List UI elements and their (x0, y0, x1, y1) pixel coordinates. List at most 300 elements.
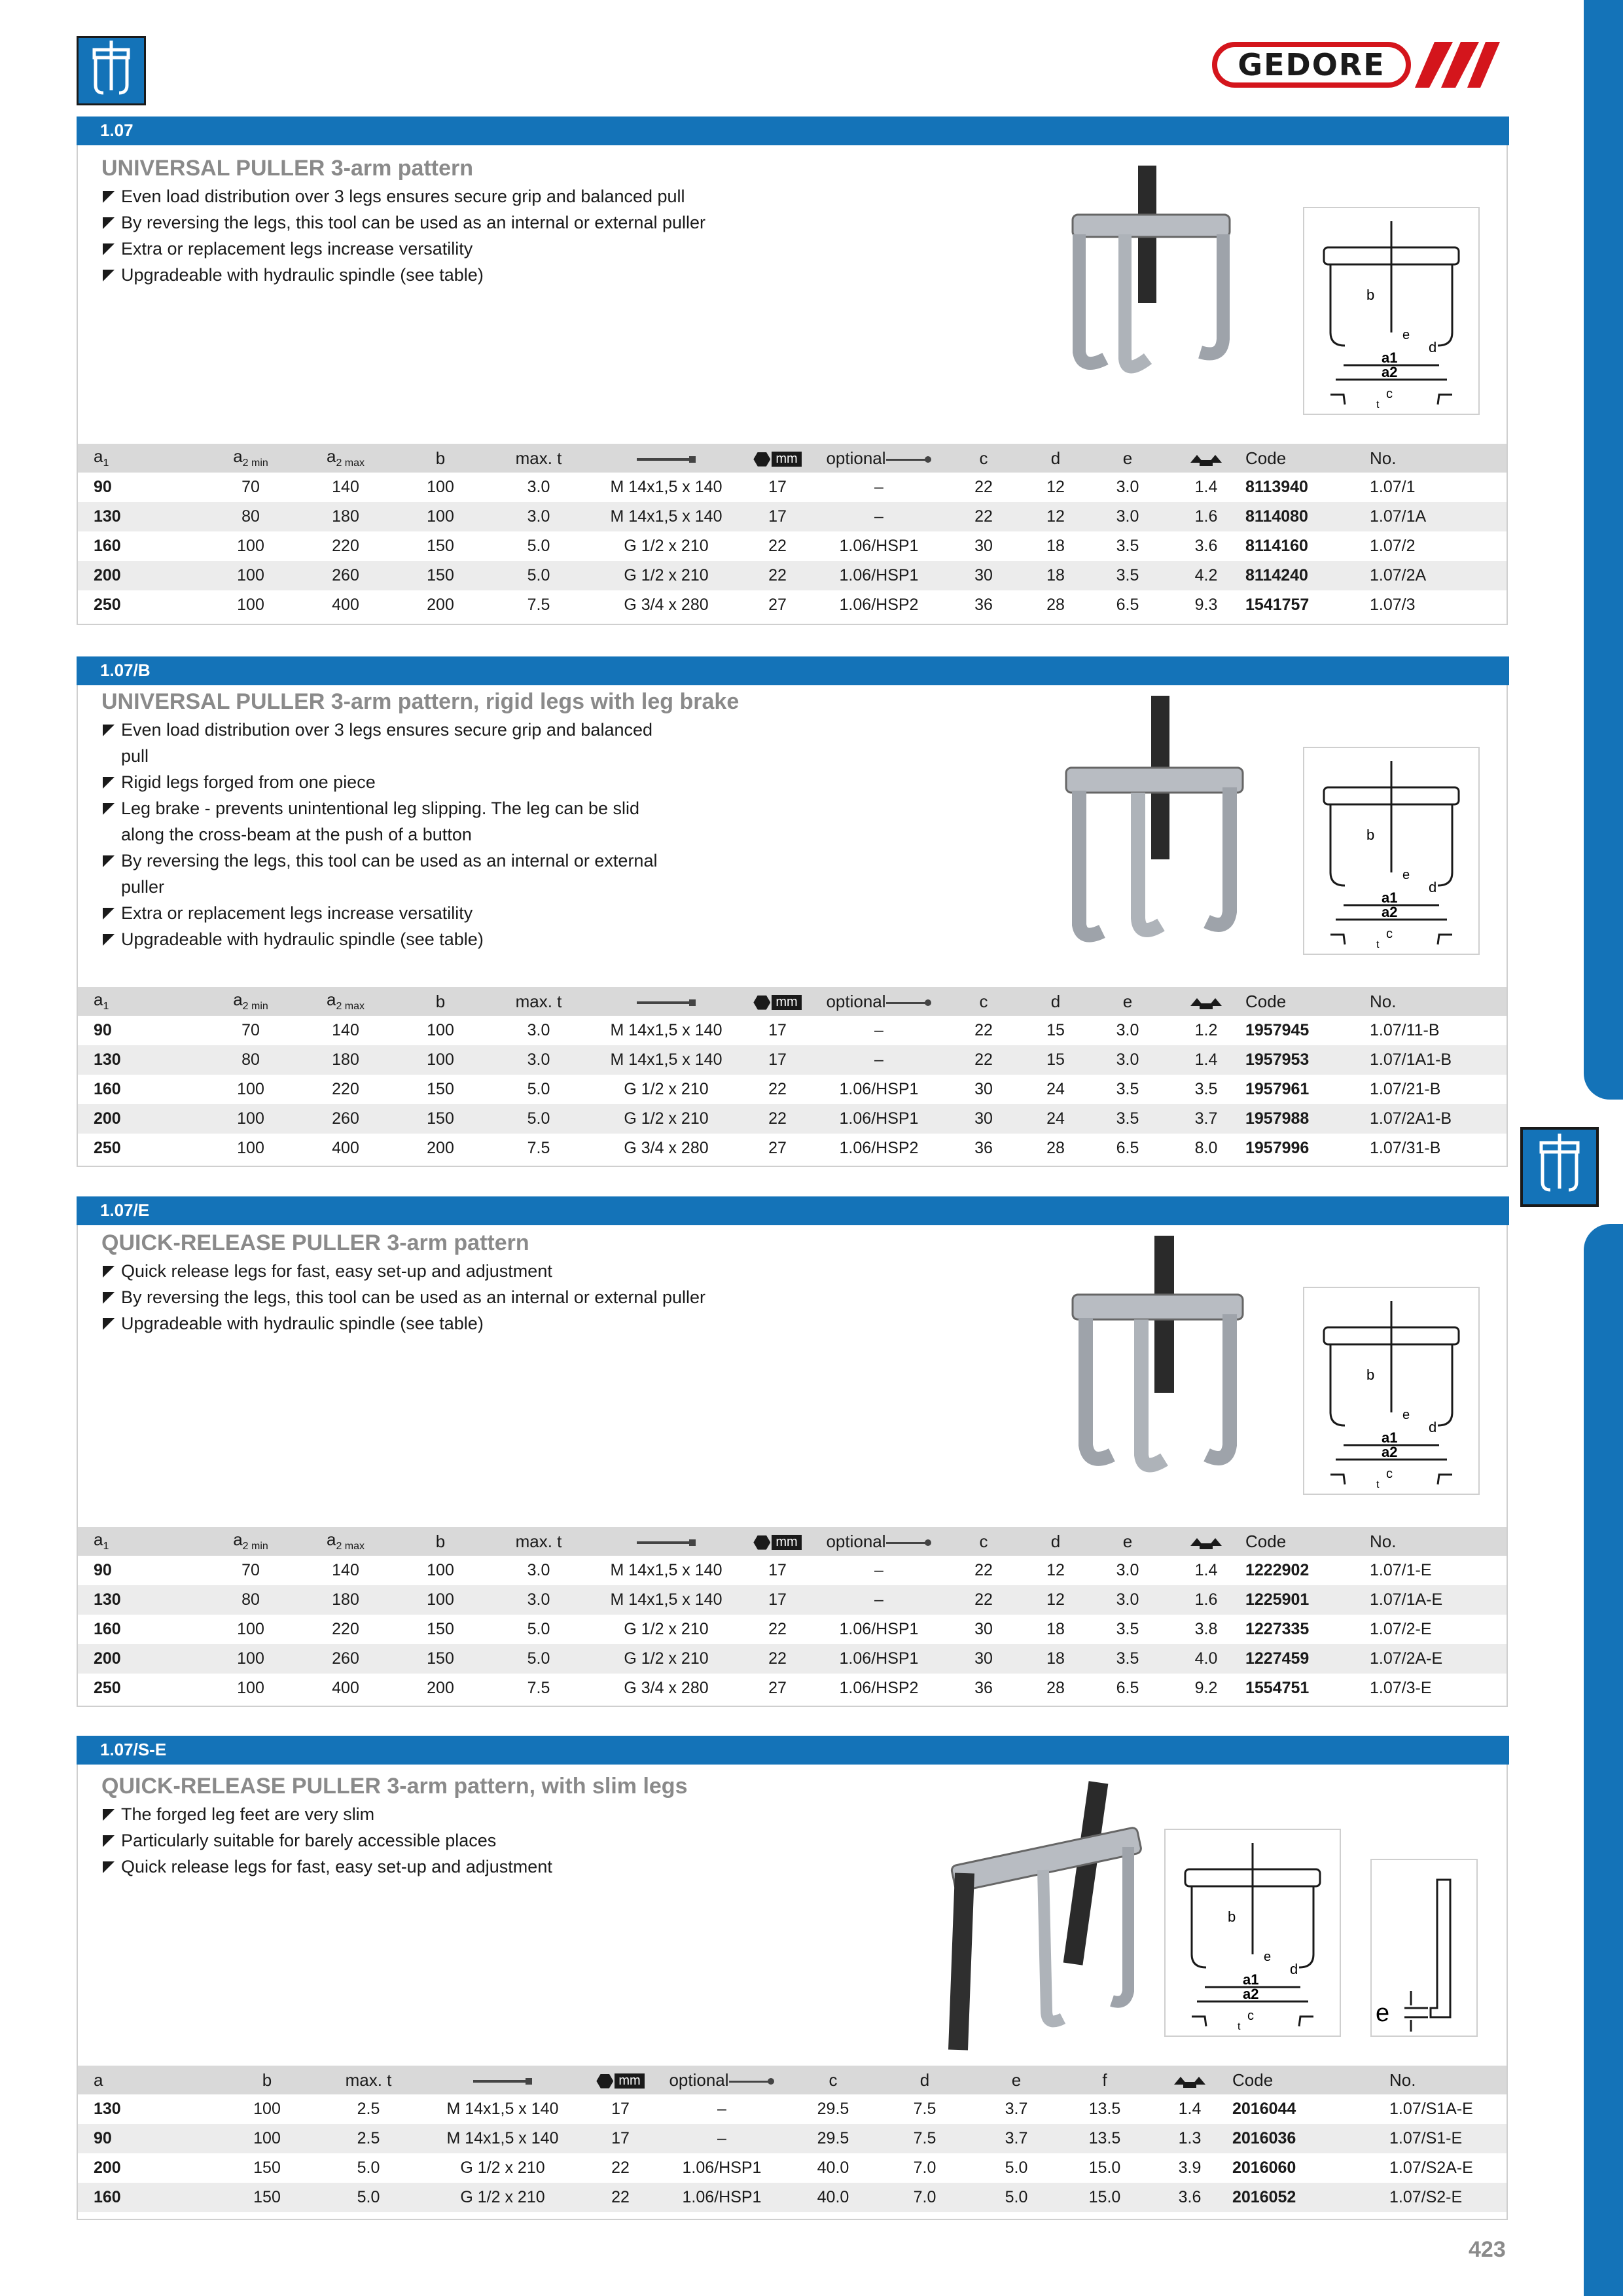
cell: 200 (94, 2159, 121, 2177)
cell: 7.5 (527, 596, 550, 614)
cell: 22 (974, 1021, 993, 1039)
cell: 4.0 (1167, 1644, 1245, 1674)
cell: 100 (395, 1045, 486, 1075)
scale-weight-icon (1188, 1535, 1224, 1550)
cell: 1.07/2A-E (1370, 1644, 1507, 1674)
cell: 1554751 (1245, 1679, 1310, 1697)
spindle-icon (637, 999, 696, 1006)
cell: 22 (974, 478, 993, 496)
cell: 1.6 (1167, 1585, 1245, 1615)
cell: 24 (1023, 1104, 1088, 1134)
feature-item: Even load distribution over 3 legs ensures secure grip and balanced pull (101, 183, 705, 209)
label-c: c (1386, 1467, 1393, 1481)
cell: 260 (296, 561, 395, 590)
cell: 260 (296, 1104, 395, 1134)
dimension-drawing (1303, 1287, 1480, 1495)
product-section-1-07-e (77, 1196, 1508, 1707)
puller-photo (1027, 689, 1289, 951)
cell: 1227335 (1245, 1620, 1310, 1638)
table-row (78, 1104, 1507, 1134)
cell: 8114240 (1245, 561, 1370, 590)
cell: 8114160 (1245, 537, 1308, 555)
cell: 1541757 (1245, 596, 1310, 614)
feature-item: By reversing the legs, this tool can be used as an internal or external puller (101, 1284, 705, 1310)
col-spindle (591, 987, 741, 1016)
table-row (78, 1615, 1507, 1644)
col-no: No. (1370, 1527, 1507, 1556)
cell: 3.5 (1088, 1644, 1167, 1674)
col-optional: optional (813, 444, 944, 473)
cell: 1.06/HSP1 (813, 1104, 944, 1134)
section-number: 1.07/E (100, 1200, 150, 1220)
section-number: 1.07/B (100, 660, 151, 680)
col-code: Code (1245, 1527, 1370, 1556)
cell: 3.5 (1116, 1080, 1139, 1098)
cell: 1.6 (1167, 502, 1245, 531)
scale-weight-icon (1188, 996, 1224, 1010)
table-row (78, 1644, 1507, 1674)
cell: 90 (94, 1021, 112, 1039)
label-d: d (1429, 1419, 1437, 1435)
cell: 7.5 (527, 1679, 550, 1697)
logo-text: GEDORE (1238, 47, 1385, 82)
col-weight (1167, 987, 1245, 1016)
cell: 28 (1046, 1139, 1065, 1157)
cell: 22 (768, 1620, 787, 1638)
cell: – (656, 2124, 787, 2153)
feature-list (101, 717, 677, 952)
cell: 3.9 (1178, 2159, 1202, 2177)
cell: 100 (395, 502, 486, 531)
cell: G 1/2 x 210 (624, 537, 709, 555)
scale-weight-icon (1188, 452, 1224, 467)
col-c: c (944, 444, 1023, 473)
cell: 36 (974, 596, 993, 614)
cell: G 3/4 x 280 (624, 1139, 709, 1157)
col-e: e (1088, 987, 1167, 1016)
col-a2min: $a_{2 min}$ (205, 444, 296, 473)
section-header-bar (77, 1196, 1509, 1225)
cell: 22 (944, 1045, 1023, 1075)
cell: – (874, 1021, 883, 1039)
feature-item: The forged leg feet are very slim (101, 1801, 552, 1827)
cell: 1.07/2A1-B (1370, 1104, 1507, 1134)
cell: 1.4 (1194, 1561, 1218, 1579)
cell: 12 (1023, 1585, 1088, 1615)
cell: 17 (768, 1021, 787, 1039)
cell: M 14x1,5 x 140 (610, 478, 722, 496)
cell: 40.0 (787, 2183, 879, 2212)
cell: 1.07/3-E (1370, 1679, 1432, 1697)
col-optional: optional (813, 987, 944, 1016)
label-b: b (1366, 287, 1375, 303)
col-spindle (421, 2066, 584, 2094)
cell: – (813, 502, 944, 531)
col-a2max: $a_{2 max}$ (296, 1527, 395, 1556)
col-wrench-size (741, 444, 813, 473)
mm-unit: mm (615, 2073, 644, 2089)
cell: 5.0 (316, 2183, 421, 2212)
cell: 160 (94, 1620, 121, 1638)
cell: 36 (974, 1679, 993, 1697)
cell: 1.07/1A1-B (1370, 1045, 1507, 1075)
col-a1: $a_1$ (78, 987, 205, 1016)
product-section-1-07-b (77, 656, 1508, 1167)
cell: 200 (427, 596, 454, 614)
cell: 7.5 (527, 1139, 550, 1157)
cell: 3.0 (527, 478, 550, 496)
cell: 18 (1023, 1644, 1088, 1674)
scale-weight-icon (1171, 2074, 1208, 2089)
col-code: Code (1245, 444, 1370, 473)
cell: 6.5 (1116, 1679, 1139, 1697)
cell: 150 (395, 561, 486, 590)
cell: 100 (427, 1021, 454, 1039)
cell: 28 (1046, 596, 1065, 614)
cell: 3.0 (1088, 1045, 1167, 1075)
feature-item: Upgradeable with hydraulic spindle (see table) (101, 926, 677, 952)
cell: 140 (332, 1561, 359, 1579)
cell: 1957945 (1245, 1021, 1310, 1039)
cell: 3.0 (527, 1561, 550, 1579)
page-number: 423 (1469, 2237, 1506, 2262)
cell: 3.6 (1194, 537, 1218, 555)
cell: 22 (768, 537, 787, 555)
cell: 22 (584, 2183, 656, 2212)
cell: 1.06/HSP1 (813, 561, 944, 590)
section-header-bar (77, 1736, 1509, 1765)
cell: 3.7 (1167, 1104, 1245, 1134)
feature-list (101, 183, 705, 288)
cell: 17 (741, 502, 813, 531)
section-header-bar (77, 656, 1509, 685)
cell: 28 (1046, 1679, 1065, 1697)
cell: 80 (205, 502, 296, 531)
cell: G 1/2 x 210 (591, 1104, 741, 1134)
col-d: d (1023, 1527, 1088, 1556)
cell: 80 (205, 1585, 296, 1615)
hydraulic-spindle-icon (729, 2078, 775, 2085)
table-row (78, 2183, 1507, 2212)
cell: 2.5 (316, 2124, 421, 2153)
cell: 22 (741, 561, 813, 590)
cell: 2016036 (1232, 2124, 1389, 2153)
logo-stripes (1415, 42, 1500, 88)
cell: M 14x1,5 x 140 (610, 1021, 722, 1039)
col-c: c (787, 2066, 879, 2094)
label-t: t (1376, 399, 1380, 410)
cell: 150 (427, 1080, 454, 1098)
cell: 22 (611, 2159, 630, 2177)
cell: G 1/2 x 210 (624, 1620, 709, 1638)
product-section-1-07 (77, 117, 1508, 625)
col-max-t: max. t (316, 2066, 421, 2094)
mm-unit: mm (772, 995, 801, 1010)
cell: 100 (218, 2124, 316, 2153)
col-spindle (591, 1527, 741, 1556)
col-code: Code (1245, 987, 1370, 1016)
cell: 17 (584, 2124, 656, 2153)
cell: 30 (974, 1620, 993, 1638)
cell: 3.7 (1005, 2100, 1028, 2118)
cell: 5.0 (527, 1080, 550, 1098)
cell: G 3/4 x 280 (624, 596, 709, 614)
col-optional: optional (813, 1527, 944, 1556)
cell: 3.5 (1116, 1620, 1139, 1638)
cell: 1957961 (1245, 1080, 1310, 1098)
cell: G 1/2 x 210 (624, 1080, 709, 1098)
section-header-bar (77, 117, 1509, 145)
cell: – (717, 2100, 726, 2118)
cell: 5.0 (1005, 2159, 1028, 2177)
cell: 200 (78, 1104, 205, 1134)
cell: 1.07/S1A-E (1389, 2100, 1473, 2118)
spec-table (78, 444, 1507, 620)
cell: 130 (78, 502, 205, 531)
cell: 27 (768, 1679, 787, 1697)
cell: 15 (1023, 1045, 1088, 1075)
cell: 1.07/21-B (1370, 1080, 1441, 1098)
label-a2: a2 (1382, 904, 1398, 920)
cell: 18 (1023, 561, 1088, 590)
col-max-t: max. t (486, 1527, 591, 1556)
cell: 2016052 (1232, 2183, 1389, 2212)
cell: 22 (768, 1080, 787, 1098)
cell: 29.5 (787, 2124, 879, 2153)
section-title: QUICK-RELEASE PULLER 3-arm pattern (101, 1230, 529, 1255)
col-c: c (944, 987, 1023, 1016)
cell: G 1/2 x 210 (421, 2183, 584, 2212)
cell: 100 (253, 2100, 281, 2118)
col-e: e (971, 2066, 1062, 2094)
col-e: e (1088, 444, 1167, 473)
cell: 22 (944, 502, 1023, 531)
label-b: b (1366, 1367, 1375, 1383)
feature-item: Leg brake - prevents unintentional leg slipping. The leg can be slid along the cross-beam at the push of a button (101, 795, 677, 848)
cell: 100 (205, 1644, 296, 1674)
cell: M 14x1,5 x 140 (591, 1585, 741, 1615)
col-wrench-size (741, 1527, 813, 1556)
label-c: c (1386, 927, 1393, 941)
leg-foot-drawing (1370, 1859, 1478, 2037)
cell: 3.5 (1116, 537, 1139, 555)
gedore-logo (1212, 39, 1500, 92)
cell: 180 (296, 1045, 395, 1075)
cell: 5.0 (486, 1644, 591, 1674)
hydraulic-spindle-icon (886, 999, 932, 1006)
cell: 100 (205, 561, 296, 590)
cell: – (874, 1561, 883, 1579)
table-row (78, 1585, 1507, 1615)
col-b: b (395, 444, 486, 473)
cell: 150 (395, 1104, 486, 1134)
cell: 13.5 (1062, 2124, 1147, 2153)
cell: 5.0 (486, 1104, 591, 1134)
cell: 5.0 (527, 537, 550, 555)
cell: 400 (332, 596, 359, 614)
section-number: 1.07 (100, 120, 134, 140)
col-b: b (218, 2066, 316, 2094)
side-tab-upper (1584, 0, 1623, 1100)
cell: 200 (78, 1644, 205, 1674)
label-c: c (1247, 2009, 1254, 2023)
cell: 260 (296, 1644, 395, 1674)
feature-list (101, 1258, 705, 1336)
cell: M 14x1,5 x 140 (591, 502, 741, 531)
section-number: 1.07/S-E (100, 1740, 167, 1759)
cell: 1.06/HSP1 (656, 2183, 787, 2212)
label-d: d (1429, 879, 1437, 895)
col-weight (1167, 1527, 1245, 1556)
cell: 12 (1023, 502, 1088, 531)
col-optional: optional (656, 2066, 787, 2094)
label-e: e (1402, 328, 1410, 342)
spindle-icon (637, 1539, 696, 1546)
cell: 1957988 (1245, 1104, 1370, 1134)
cell: 100 (427, 478, 454, 496)
col-a: a (78, 2066, 218, 2094)
col-no: No. (1389, 2066, 1507, 2094)
cell: 12 (1046, 1561, 1065, 1579)
cell: 250 (94, 1139, 121, 1157)
cell: 220 (332, 1620, 359, 1638)
cell: 40.0 (817, 2159, 849, 2177)
cell: 8114080 (1245, 502, 1370, 531)
dimension-drawing (1303, 747, 1480, 955)
cell: 7.0 (879, 2183, 971, 2212)
col-a2max: $a_{2 max}$ (296, 444, 395, 473)
table-row (78, 1075, 1507, 1104)
cell: 100 (427, 1561, 454, 1579)
cell: 150 (427, 537, 454, 555)
cell: 3.0 (1116, 478, 1139, 496)
cell: 150 (427, 1620, 454, 1638)
cell: 1.07/S2-E (1389, 2183, 1507, 2212)
cell: 150 (395, 1644, 486, 1674)
cell: G 1/2 x 210 (591, 561, 741, 590)
cell: 3.0 (527, 1021, 550, 1039)
col-f: f (1062, 2066, 1147, 2094)
cell: 150 (218, 2183, 316, 2212)
label-e: e (1402, 1408, 1410, 1422)
cell: 1.06/HSP1 (839, 537, 919, 555)
dimension-drawing (1303, 207, 1480, 415)
cell: 17 (741, 1045, 813, 1075)
cell: 7.5 (879, 2124, 971, 2153)
cell: 1957953 (1245, 1045, 1370, 1075)
product-section-1-07-s-e (77, 1736, 1508, 2220)
cell: 36 (974, 1139, 993, 1157)
label-a1: a1 (1243, 1971, 1259, 1988)
cell: 1.07/2-E (1370, 1620, 1432, 1638)
cell: 3.5 (1088, 1104, 1167, 1134)
cell: 1.06/HSP2 (839, 1139, 919, 1157)
table-row (78, 2094, 1507, 2124)
cell: 100 (237, 596, 264, 614)
cell: G 1/2 x 210 (591, 1644, 741, 1674)
cell: 6.5 (1116, 596, 1139, 614)
cell: M 14x1,5 x 140 (591, 1045, 741, 1075)
cell: 250 (94, 1679, 121, 1697)
cell: 5.0 (527, 1620, 550, 1638)
label-t: t (1238, 2021, 1241, 2032)
section-title: QUICK-RELEASE PULLER 3-arm pattern, with slim legs (101, 1774, 688, 1799)
feature-item: Rigid legs forged from one piece (101, 769, 677, 795)
cell: 30 (974, 1080, 993, 1098)
spec-table (78, 987, 1507, 1163)
cell: 250 (94, 596, 121, 614)
cell: 1.06/HSP1 (682, 2159, 762, 2177)
cell: 1.07/11-B (1370, 1021, 1440, 1039)
cell: 9.3 (1194, 596, 1218, 614)
table-row (78, 1016, 1507, 1045)
cell: 1.06/HSP1 (813, 1644, 944, 1674)
cell: 15.0 (1088, 2159, 1121, 2177)
hex-nut-icon (596, 2074, 613, 2089)
table-row (78, 2153, 1507, 2183)
cell: 100 (237, 1080, 264, 1098)
cell: 29.5 (817, 2100, 849, 2118)
cell: 130 (78, 1045, 205, 1075)
label-a1: a1 (1382, 1429, 1398, 1446)
col-a1: $a_1$ (78, 444, 205, 473)
cell: 1227459 (1245, 1644, 1370, 1674)
cell: 150 (253, 2159, 281, 2177)
cell: 3.0 (1116, 1561, 1139, 1579)
cell: 3.0 (1088, 502, 1167, 531)
cell: 1.07/S2A-E (1389, 2159, 1473, 2177)
label-e: e (1376, 2000, 1390, 2027)
cell: 400 (332, 1139, 359, 1157)
cell: 90 (94, 1561, 112, 1579)
hex-nut-icon (753, 452, 770, 467)
table-row (78, 1045, 1507, 1075)
cell: 3.5 (1194, 1080, 1218, 1098)
label-e: e (1402, 868, 1410, 882)
cell: 5.0 (971, 2183, 1062, 2212)
cell: 12 (1046, 478, 1065, 496)
col-d: d (1023, 987, 1088, 1016)
cell: M 14x1,5 x 140 (421, 2124, 584, 2153)
dimension-drawing (1164, 1829, 1341, 2037)
cell: 400 (332, 1679, 359, 1697)
cell: 30 (974, 537, 993, 555)
cell: 90 (94, 478, 112, 496)
cell: 80 (205, 1045, 296, 1075)
cell: 1.07/3 (1370, 596, 1416, 614)
cell: 18 (1046, 537, 1065, 555)
side-tab-lower (1584, 1224, 1623, 2296)
table-row (78, 531, 1507, 561)
cell: 1.3 (1147, 2124, 1232, 2153)
cell: 90 (78, 2124, 218, 2153)
table-header-row (78, 1527, 1507, 1556)
feature-item: By reversing the legs, this tool can be used as an internal or external puller (101, 209, 705, 236)
cell: 3.0 (1116, 1021, 1139, 1039)
hydraulic-spindle-icon (886, 1539, 932, 1546)
table-row (78, 1674, 1507, 1703)
cell: 1.07/2A (1370, 561, 1507, 590)
col-wrench-size (584, 2066, 656, 2094)
cell: 70 (241, 478, 260, 496)
cell: 9.2 (1194, 1679, 1218, 1697)
label-a1: a1 (1382, 350, 1398, 366)
cell: 5.0 (486, 561, 591, 590)
cell: 4.2 (1167, 561, 1245, 590)
cell: 1.07/1 (1370, 478, 1416, 496)
spindle-icon (637, 456, 696, 463)
table-row (78, 561, 1507, 590)
